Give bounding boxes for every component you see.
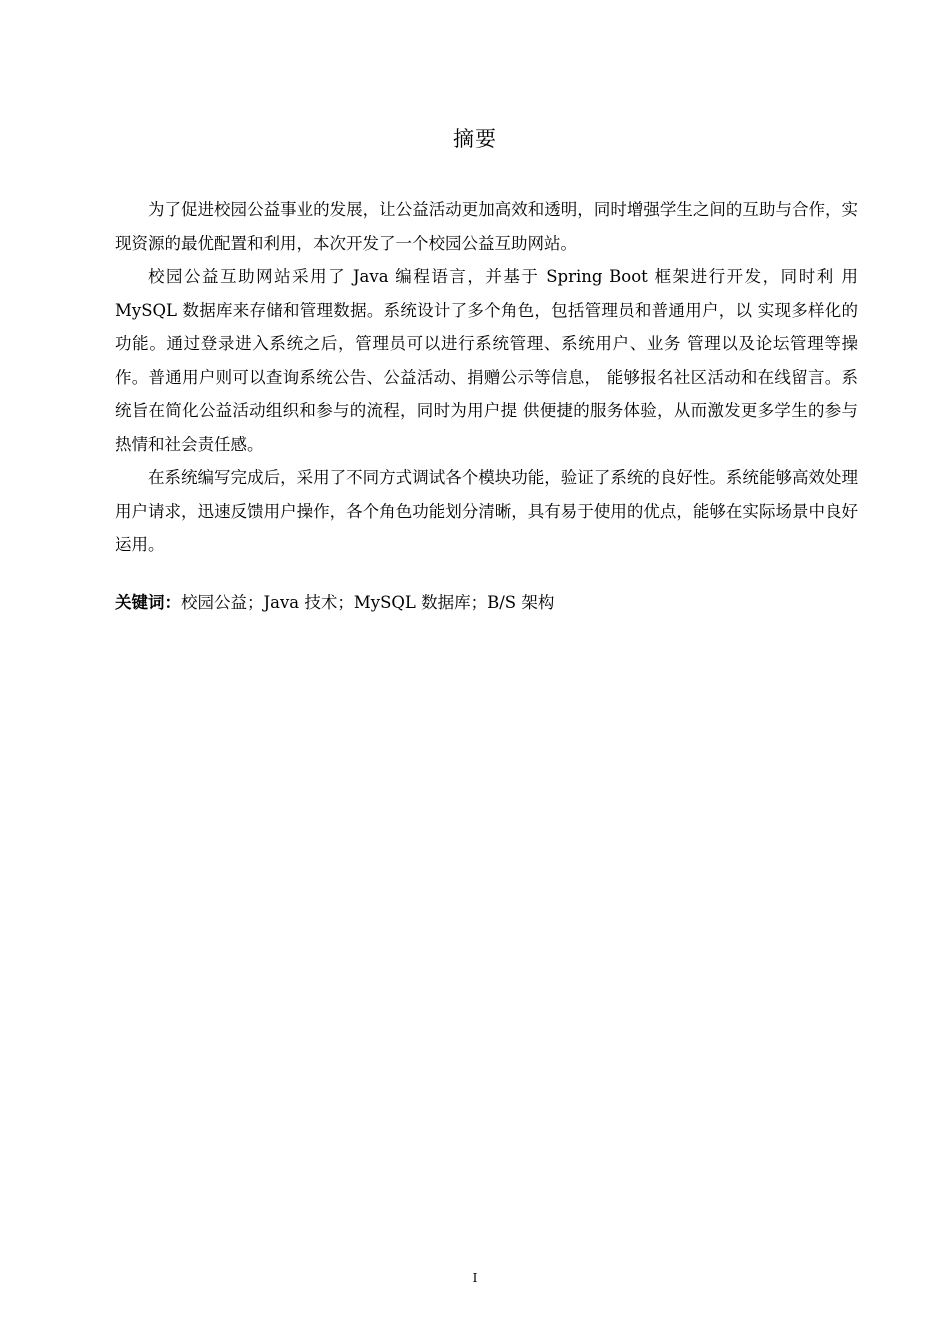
abstract-body [115,193,858,562]
page-title: 摘要 [453,127,497,151]
abstract-paragraph-3: 在系统编写完成后，采用了不同方式调试各个模块功能，验证了系统的良好性。系统能够高效处理用户请求，迅速反馈用户操作，各个角色功能划分清晰，具有易于使用的优点，能够在实际场景中良好运用。 [115,468,858,554]
keywords-text: 校园公益；Java 技术；MySQL 数据库；B/S 架构 [181,593,555,612]
abstract-paragraph-2: 校园公益互助网站采用了 Java 编程语言，并基于 Spring Boot 框架进行开发，同时利 用 MySQL 数据库来存储和管理数据。系统设计了多个角色，包括管理员和普通用户，以 实现多样化的功能。通过登录进入系统之后，管理员可以进行系统管理、系统用户、业务 管理以及论坛管理等操作。普通用户则可以查询系统公告、公益活动、捐赠公示等信息， 能够报名社区活动和在线留言。系统旨在简化公益活动组织和参与的流程，同时为用户提 供便捷的服务体验，从而激发更多学生的参与热情和社会责任感。 [115,267,858,454]
keywords-label: 关键词： [115,593,181,612]
page-number: I [472,1271,478,1285]
abstract-paragraph-1: 为了促进校园公益事业的发展，让公益活动更加高效和透明，同时增强学生之间的互助与合作，实现资源的最优配置和利用，本次开发了一个校园公益互助网站。 [115,200,858,253]
keywords-line [115,586,858,619]
